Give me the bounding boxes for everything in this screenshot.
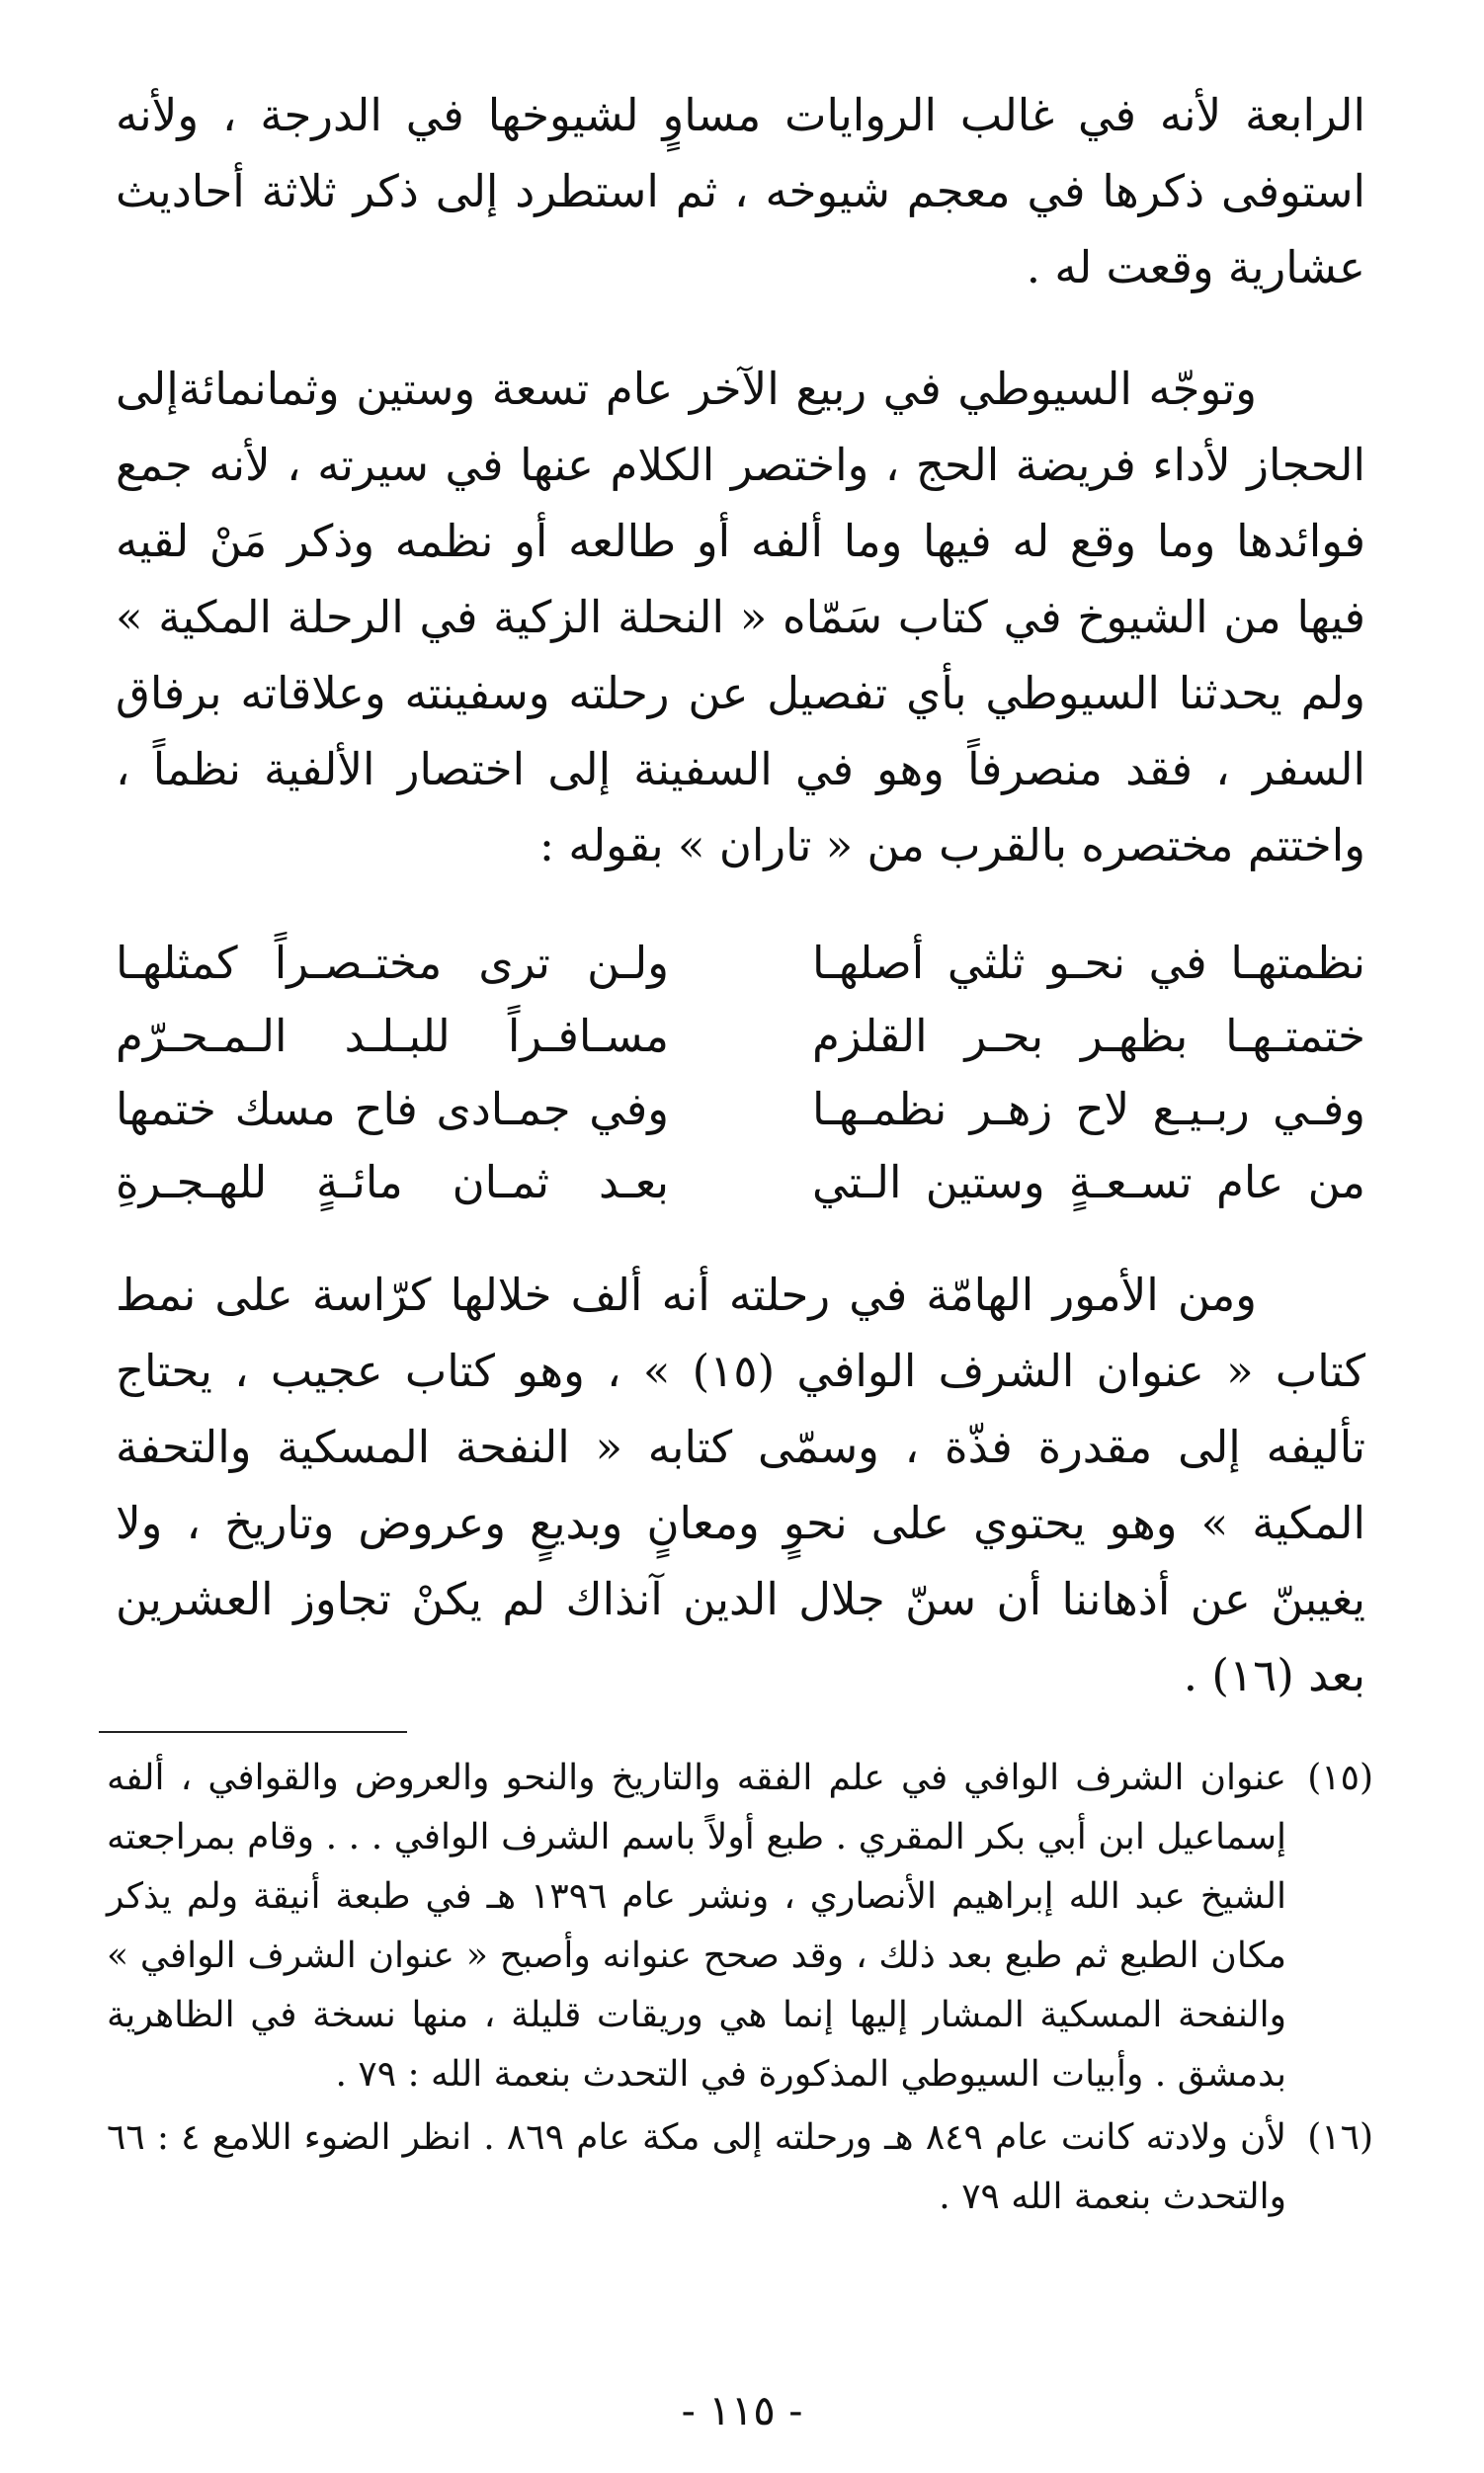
verse-second-hemistich: وفي جمـادى فاح مسك ختمها <box>116 1083 669 1135</box>
footnotes <box>107 1749 1373 2231</box>
paragraph-3: ومن الأمور الهامّة في رحلته أنه ألف خلالها كرّاسة على نمط كتاب « عنوان الشرف الوافي (١٥) » ، وهو كتاب عجيب ، يحتاج تأليفه إلى مقدرة فذّة ، وسمّى كتابه « النفحة المسكية والتحفة المكية » وهو يحتوي على نحوٍ ومعانٍ وبديعٍ وعروض وتاريخ ، ولا يغيبنّ عن أذهاننا أن سنّ جلال الدين آنذاك لم يكنْ تجاوز العشرين بعد (١٦) . <box>116 1269 1365 1701</box>
poem-verse <box>116 927 1365 1000</box>
footnote-text: لأن ولادته كانت عام ٨٤٩ هـ ورحلته إلى مكة عام ٨٦٩ . انظر الضوء اللامع ٤ : ٦٦ والتحدث بنعمة الله ٧٩ . <box>107 2117 1287 2217</box>
verse-second-hemistich: مسـافـراً للبـلـد الـمـحـرّم <box>116 1010 669 1062</box>
footnote-15 <box>107 1749 1373 2104</box>
verse-first-hemistich: من عام تسـعـةٍ وستين الـتي <box>812 1156 1365 1208</box>
footnote-number: (١٥) <box>1307 1758 1373 1798</box>
poem-verse <box>116 1000 1365 1073</box>
poem-verse <box>116 1073 1365 1146</box>
verse-first-hemistich: نظمتهـا في نحـو ثلثي أصلهـا <box>812 937 1365 989</box>
verse-second-hemistich: ولـن ترى مختـصـراً كمثلهـا <box>116 937 669 989</box>
page-number: - ١١٥ - <box>681 2386 803 2434</box>
paragraph-2: وتوجّه السيوطي في ربيع الآخر عام تسعة وستين وثمانمائةإلى الحجاز لأداء فريضة الحج ، واختصر الكلام عنها في سيرته ، لأنه جمع فوائدها وما وقع له فيها وما ألفه أو طالعه أو نظمه وذكر مَنْ لقيه فيها من الشيوخ في كتاب سَمّاه « النحلة الزكية في الرحلة المكية » ولم يحدثنا السيوطي بأي تفصيل عن رحلته وسفينته وعلاقاته برفاق السفر ، فقد منصرفاً وهو في السفينة إلى اختصار الألفية نظماً ، واختتم مختصره بالقرب من « تاران » بقوله : <box>116 363 1365 871</box>
poem-verse <box>116 1146 1365 1219</box>
footnote-16 <box>107 2108 1373 2227</box>
footnote-number: (١٦) <box>1307 2117 1373 2158</box>
verse-first-hemistich: وفـي ربـيـع لاح زهـر نظمـهـا <box>812 1083 1365 1135</box>
main-text <box>116 77 1365 1713</box>
verse-second-hemistich: بعـد ثمـان مائـةٍ للهـجـرةِ <box>116 1156 669 1208</box>
paragraph-1: الرابعة لأنه في غالب الروايات مساوٍ لشيوخها في الدرجة ، ولأنه استوفى ذكرها في معجم شيوخه ، ثم استطرد إلى ذكر ثلاثة أحاديث عشارية وقعت له . <box>116 89 1365 293</box>
footnote-separator <box>99 1731 407 1733</box>
poem <box>116 927 1365 1219</box>
verse-first-hemistich: ختمتـهـا بظهـر بحـر القلزم <box>812 1010 1365 1062</box>
footnote-text: عنوان الشرف الوافي في علم الفقه والتاريخ والنحو والعروض والقوافي ، ألفه إسماعيل ابن أبي بكر المقري . طبع أولاً باسم الشرف الوافي . . . وقام بمراجعته الشيخ عبد الله إبراهيم الأنصاري ، ونشر عام ١٣٩٦ هـ في طبعة أنيقة ولم يذكر مكان الطبع ثم طبع بعد ذلك ، وقد صحح عنوانه وأصبح « عنوان الشرف الوافي » والنفحة المسكية المشار إليها إنما هي وريقات قليلة ، منها نسخة في الظاهرية بدمشق . وأبيات السيوطي المذكورة في التحدث بنعمة الله : ٧٩ . <box>107 1758 1287 2095</box>
